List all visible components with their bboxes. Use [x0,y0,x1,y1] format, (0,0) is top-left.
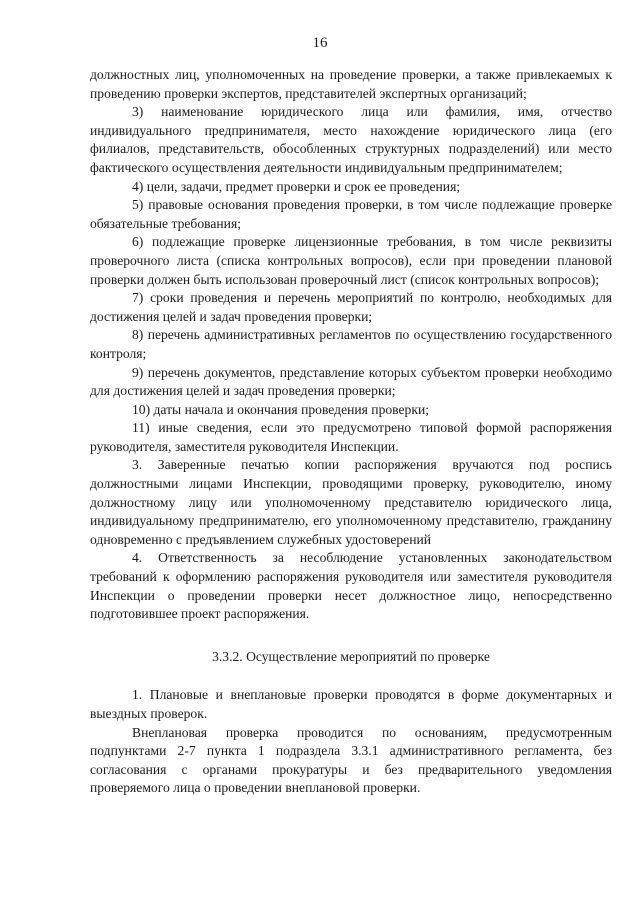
paragraph-continuation: должностных лиц, уполномоченных на проведение проверки, а также привлекаемых к проведению проверки экспертов, представителей экспертных организаций; [90,67,612,101]
list-item-10: 10) даты начала и окончания проведения проверки; [132,401,429,417]
paragraph-item-3: 3. Заверенные печатью копии распоряжения вручаются под роспись должностными лицами Инспекции, проводящими проверку, руководителю, иному должностному лицу или уполномоченному представителю юридического лица, индивидуальному предпринимателю, его уполномоченному представителю, гражданину одновременно с предъявлением служебных удостоверений [90,457,612,547]
list-item-3: 3) наименование юридического лица или фамилия, имя, отчество индивидуального предпринимателя, место нахождение юридического лица (его филиалов, представительств, обособленных структурных подразделений) или место фактического осуществления деятельности индивидуальным предпринимателем; [90,104,612,175]
list-item-11: 11) иные сведения, если это предусмотрено типовой формой распоряжения руководителя, заместителя руководителя Инспекции. [90,420,612,454]
paragraph-after-2: Внеплановая проверка проводится по основаниям, предусмотренным подпунктами 2-7 пункта 1 подраздела 3.3.1 административного регламента, без согласования с органами прокуратуры и без предварительного уведомления проверяемого лица о проведении внеплановой проверки. [90,724,612,796]
list-item-6: 6) подлежащие проверке лицензионные требования, в том числе реквизиты проверочного листа (списка контрольных вопросов), если при проведении плановой проверки должен быть использован проверочный лист (список контрольных вопросов); [90,234,612,287]
list-item-4: 4) цели, задачи, предмет проверки и срок ее проведения; [132,178,461,194]
list-item-5: 5) правовые основания проведения проверки, в том числе подлежащие проверке обязательные требования; [90,197,612,231]
list-item-9: 9) перечень документов, представление которых субъектом проверки необходимо для достижения целей и задач проведения проверки; [90,364,612,399]
list-item-8: 8) перечень административных регламентов по осуществлению государственного контроля; [90,327,612,361]
list-item-7: 7) сроки проведения и перечень мероприятий по контролю, необходимых для достижения целей и задач проведения проверки; [90,290,612,324]
document-body [90,66,612,798]
paragraph-item-4: 4. Ответственность за несоблюдение установленных законодательством требований к оформлению распоряжения руководителя или заместителя руководителя Инспекции о проведении проверки несет должностное лицо, непосредственно подготовившее проект распоряжения. [90,550,612,622]
section-heading: 3.3.2. Осуществление мероприятий по проверке [212,648,490,664]
paragraph-after-1: 1. Плановые и внеплановые проверки проводятся в форме документарных и выездных проверок. [90,687,612,721]
page-number: 16 [312,35,328,51]
